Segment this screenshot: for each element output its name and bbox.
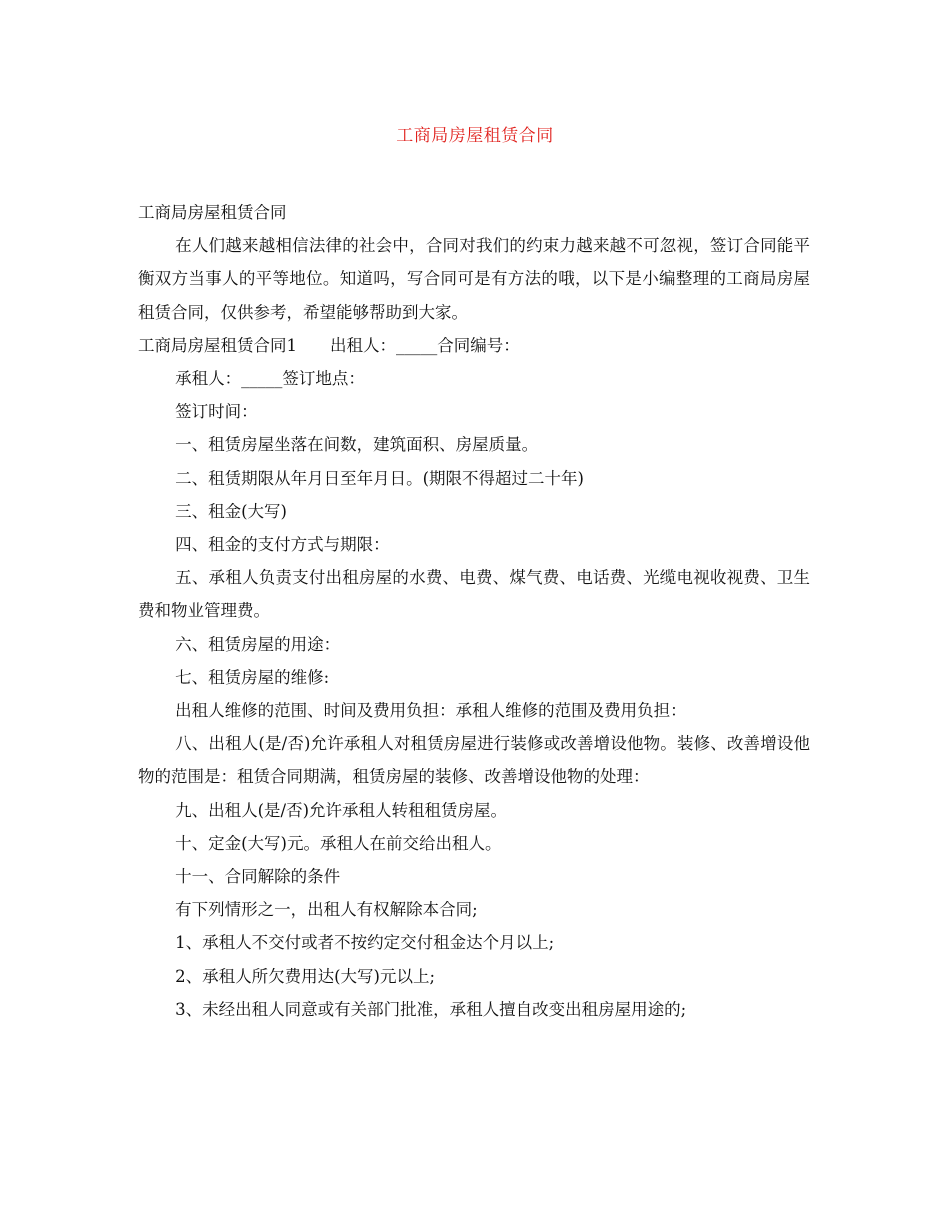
body-paragraph: 一、租赁房屋坐落在间数，建筑面积、房屋质量。 xyxy=(175,435,539,455)
body-paragraph: 十、定金(大写)元。承租人在前交给出租人。 xyxy=(175,833,502,853)
body-paragraph: 2、承租人所欠费用达(大写)元以上; xyxy=(175,966,436,986)
body-paragraph: 1、承租人不交付或者不按约定交付租金达个月以上; xyxy=(175,933,555,953)
body-paragraph: 七、租赁房屋的维修: xyxy=(175,667,330,687)
body-paragraph: 九、出租人(是/否)允许承租人转租租赁房屋。 xyxy=(175,800,508,820)
body-paragraph: 有下列情形之一，出租人有权解除本合同; xyxy=(175,900,478,920)
body-paragraph: 在人们越来越相信法律的社会中，合同对我们的约束力越来越不可忽视，签订合同能平衡双方当事人的平等地位。知道吗，写合同可是有方法的哦，以下是小编整理的工商局房屋租赁合同，仅供参考，希望能够帮助到大家。 xyxy=(138,236,810,322)
body-paragraph: 工商局房屋租赁合同1 出租人：_____合同编号： xyxy=(138,335,520,355)
body-paragraph: 五、承租人负责支付出租房屋的水费、电费、煤气费、电话费、光缆电视收视费、卫生费和物业管理费。 xyxy=(138,568,810,621)
body-paragraph: 签订时间： xyxy=(175,402,258,422)
body-paragraph: 承租人：_____签订地点： xyxy=(175,369,365,389)
body-paragraph: 出租人维修的范围、时间及费用负担：承租人维修的范围及费用负担： xyxy=(175,701,687,721)
body-paragraph: 四、租金的支付方式与期限： xyxy=(175,535,390,555)
document-body xyxy=(138,196,810,1026)
document-title: 工商局房屋租赁合同 xyxy=(396,126,554,146)
body-paragraph: 3、未经出租人同意或有关部门批准，承租人擅自改变出租房屋用途的; xyxy=(175,999,687,1019)
body-paragraph: 三、租金(大写) xyxy=(175,501,287,521)
body-paragraph: 八、出租人(是/否)允许承租人对租赁房屋进行装修或改善增设他物。装修、改善增设他物的范围是：租赁合同期满，租赁房屋的装修、改善增设他物的处理： xyxy=(138,734,810,787)
body-paragraph: 六、租赁房屋的用途： xyxy=(175,634,341,654)
body-paragraph: 十一、合同解除的条件 xyxy=(175,867,341,887)
body-paragraph: 二、租赁期限从年月日至年月日。(期限不得超过二十年) xyxy=(175,468,584,488)
body-paragraph: 工商局房屋租赁合同 xyxy=(138,203,287,222)
